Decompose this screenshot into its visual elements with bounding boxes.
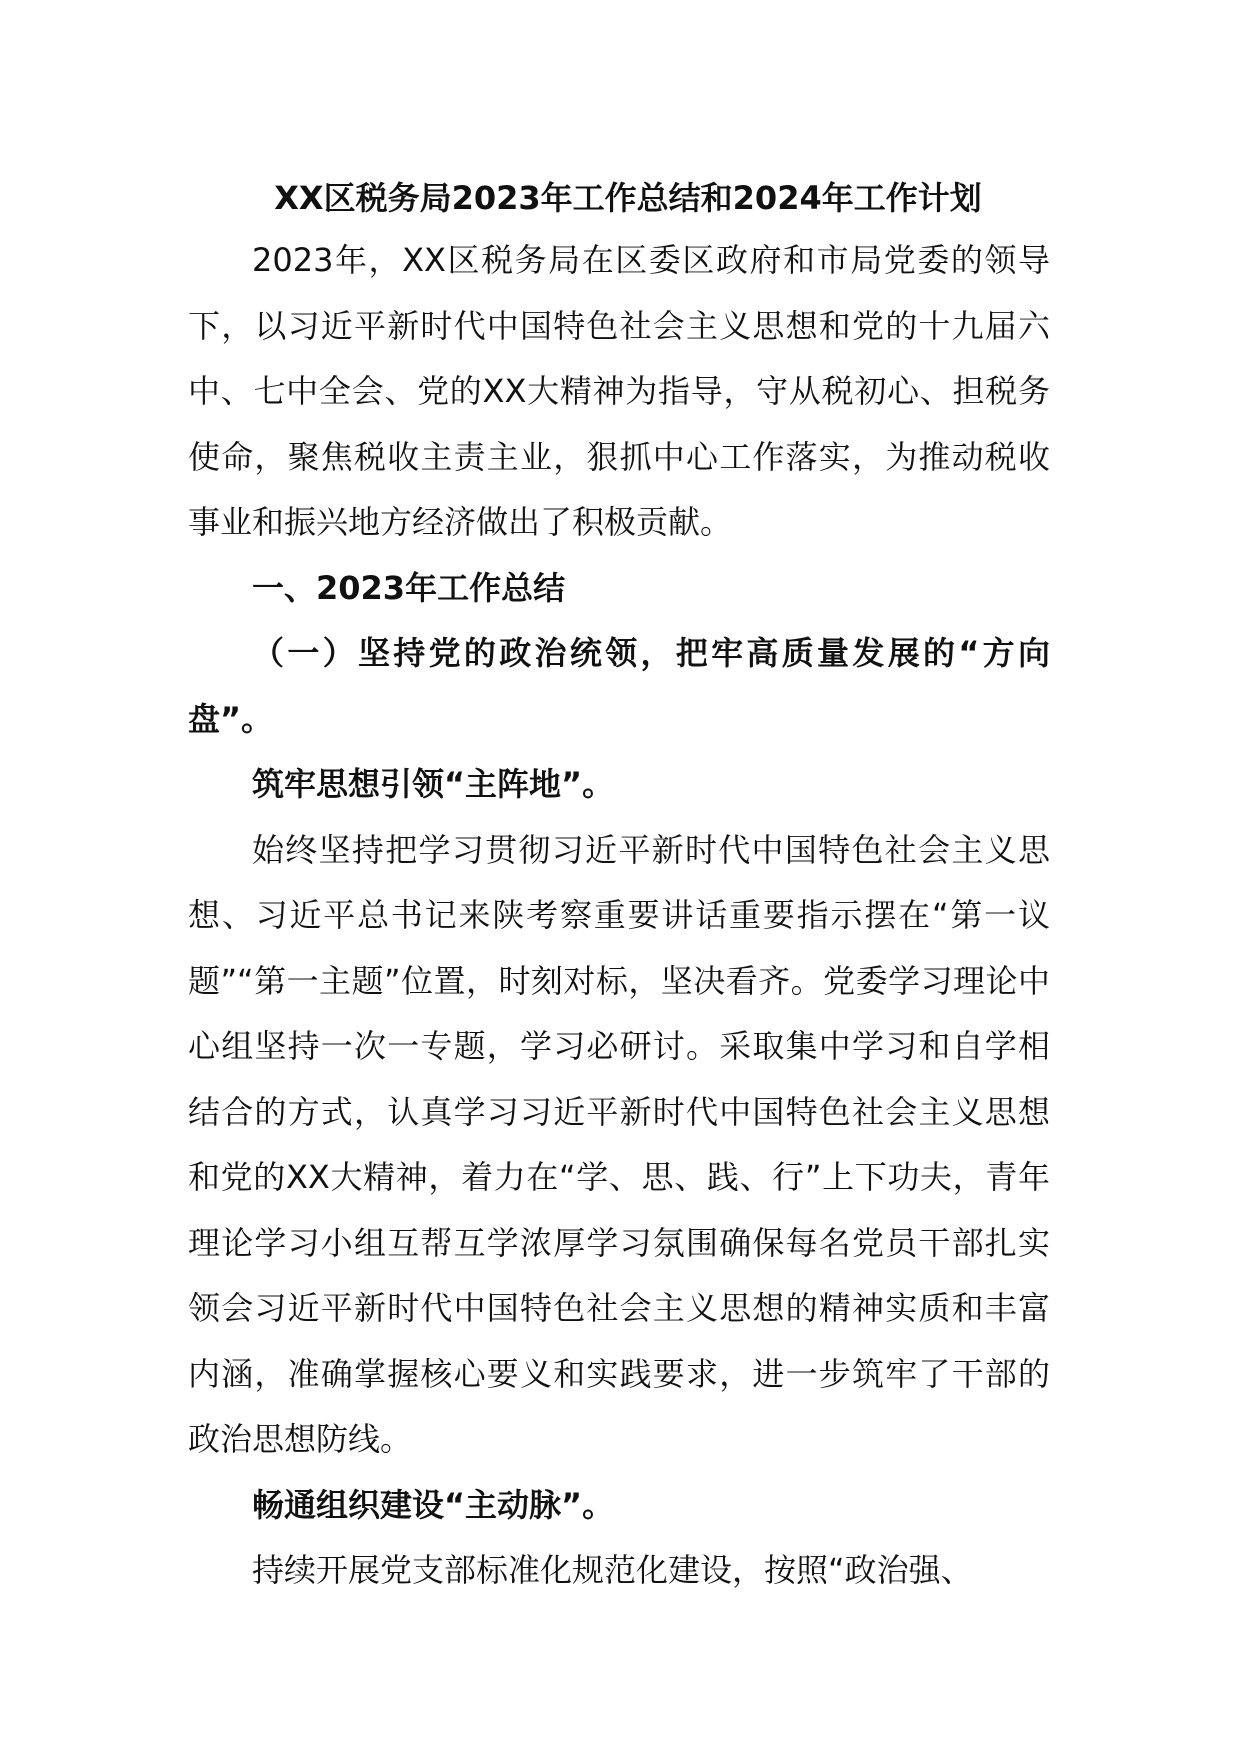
body-paragraph-branch-standardization: 持续开展党支部标准化规范化建设，按照“政治强、 [252, 1551, 973, 1589]
document-body [188, 168, 1050, 1604]
point-heading-organization-building: 畅通组织建设“主动脉”。 [252, 1485, 615, 1524]
document-title: XX区税务局2023年工作总结和2024年工作计划 [274, 179, 982, 217]
subsection-heading-political-leadership: （一）坚持党的政治统领，把牢高质量发展的“方向盘”。 [188, 634, 1050, 738]
section-heading-work-summary: 一、2023年工作总结 [252, 568, 566, 607]
point-heading-ideological-guidance: 筑牢思想引领“主阵地”。 [252, 765, 615, 803]
intro-paragraph: 2023年，XX区税务局在区委区政府和市局党委的领导下，以习近平新时代中国特色社会主义思想和党的十九届六中、七中全会、党的XX大精神为指导，守从税初心、担税务使命，聚焦税收主责主业，狠抓中心工作落实，为推动税收事业和振兴地方经济做出了积极贡献。 [188, 241, 1050, 541]
body-paragraph-study: 始终坚持把学习贯彻习近平新时代中国特色社会主义思想、习近平总书记来陕考察重要讲话重要指示摆在“第一议题”“第一主题”位置，时刻对标，坚决看齐。党委学习理论中心组坚持一次一专题，学习必研讨。采取集中学习和自学相结合的方式，认真学习习近平新时代中国特色社会主义思想和党的XX大精神，着力在“学、思、践、行”上下功夫，青年理论学习小组互帮互学浓厚学习氛围确保每名党员干部扎实领会习近平新时代中国特色社会主义思想的精神实质和丰富内涵，准确掌握核心要义和实践要求，进一步筑牢了干部的政治思想防线。 [188, 830, 1050, 1458]
